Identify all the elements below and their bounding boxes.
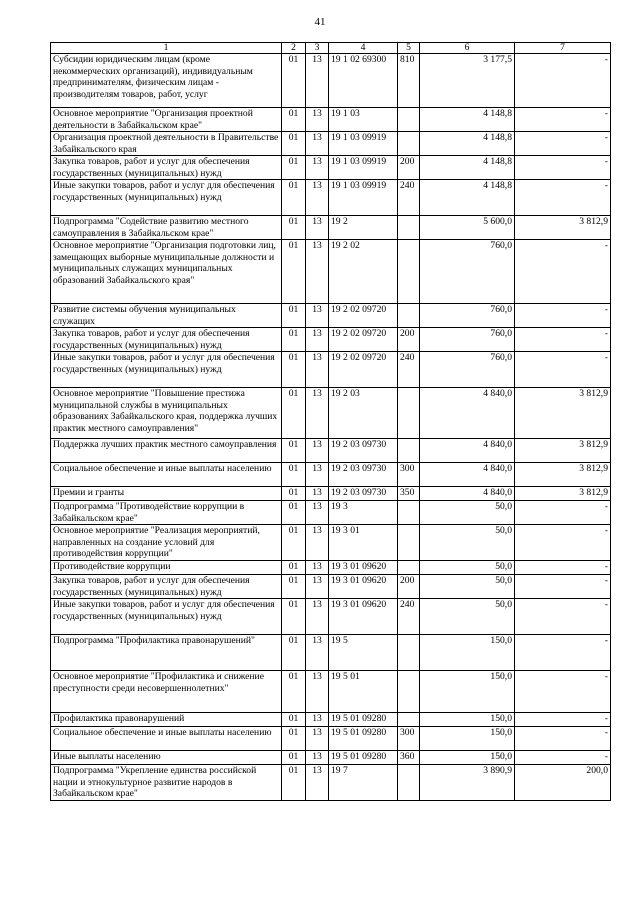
- row-subsection: 13: [306, 388, 329, 439]
- row-target-code: 19 2 03 09730: [329, 463, 398, 487]
- row-subsection: 13: [306, 751, 329, 765]
- column-header: 7: [515, 43, 611, 54]
- row-name: Противодействие коррупции: [51, 561, 282, 575]
- row-section: 01: [282, 713, 306, 727]
- row-section: 01: [282, 635, 306, 671]
- row-amount-federal: 3 812,9: [515, 388, 611, 439]
- row-section: 01: [282, 180, 306, 216]
- table-row: [51, 463, 611, 487]
- row-amount-federal: 3 812,9: [515, 216, 611, 240]
- row-expense-type: 300: [398, 463, 420, 487]
- column-header: 4: [329, 43, 398, 54]
- row-expense-type: [398, 525, 420, 561]
- row-target-code: 19 5 01: [329, 671, 398, 713]
- row-name: Развитие системы обучения муниципальных служащих: [51, 304, 282, 328]
- row-target-code: 19 2 03: [329, 388, 398, 439]
- row-target-code: 19 2: [329, 216, 398, 240]
- row-target-code: 19 1 03 09919: [329, 156, 398, 180]
- row-subsection: 13: [306, 304, 329, 328]
- table-row: [51, 54, 611, 108]
- row-amount-federal: -: [515, 108, 611, 132]
- table-row: [51, 751, 611, 765]
- row-section: 01: [282, 599, 306, 635]
- row-subsection: 13: [306, 765, 329, 801]
- row-target-code: 19 7: [329, 765, 398, 801]
- table-row: [51, 525, 611, 561]
- row-target-code: 19 2 02 09720: [329, 304, 398, 328]
- row-target-code: 19 5 01 09280: [329, 727, 398, 751]
- table-row: [51, 765, 611, 801]
- row-amount-federal: -: [515, 713, 611, 727]
- table-row: [51, 108, 611, 132]
- row-amount-2020: 760,0: [420, 304, 515, 328]
- row-subsection: 13: [306, 216, 329, 240]
- row-amount-2020: 50,0: [420, 501, 515, 525]
- row-amount-2020: 3 177,5: [420, 54, 515, 108]
- row-amount-2020: 4 840,0: [420, 439, 515, 463]
- table-row: [51, 439, 611, 463]
- row-amount-federal: -: [515, 352, 611, 388]
- table-row: [51, 132, 611, 156]
- row-target-code: 19 5 01 09280: [329, 713, 398, 727]
- row-amount-2020: 5 600,0: [420, 216, 515, 240]
- table-row: [51, 713, 611, 727]
- row-section: 01: [282, 352, 306, 388]
- row-name: Профилактика правонарушений: [51, 713, 282, 727]
- row-section: 01: [282, 156, 306, 180]
- row-section: 01: [282, 487, 306, 501]
- row-amount-2020: 760,0: [420, 352, 515, 388]
- row-subsection: 13: [306, 439, 329, 463]
- table-row: [51, 352, 611, 388]
- row-subsection: 13: [306, 463, 329, 487]
- row-amount-federal: -: [515, 54, 611, 108]
- row-name: Закупка товаров, работ и услуг для обеспечения государственных (муниципальных) нужд: [51, 328, 282, 352]
- row-expense-type: 200: [398, 575, 420, 599]
- row-amount-2020: 4 840,0: [420, 388, 515, 439]
- row-expense-type: [398, 388, 420, 439]
- table-row: [51, 501, 611, 525]
- row-name: Подпрограмма "Укрепление единства российской нации и этнокультурное развитие народов в Забайкальском крае": [51, 765, 282, 801]
- row-amount-2020: 4 840,0: [420, 463, 515, 487]
- row-amount-2020: 4 148,8: [420, 132, 515, 156]
- row-name: Подпрограмма "Содействие развитию местного самоуправления в Забайкальском крае": [51, 216, 282, 240]
- row-subsection: 13: [306, 240, 329, 304]
- row-subsection: 13: [306, 525, 329, 561]
- row-section: 01: [282, 765, 306, 801]
- row-amount-2020: 150,0: [420, 713, 515, 727]
- row-amount-federal: -: [515, 561, 611, 575]
- row-target-code: 19 2 02 09720: [329, 352, 398, 388]
- row-expense-type: 810: [398, 54, 420, 108]
- row-expense-type: [398, 240, 420, 304]
- row-amount-2020: 150,0: [420, 727, 515, 751]
- row-amount-2020: 3 890,9: [420, 765, 515, 801]
- row-subsection: 13: [306, 671, 329, 713]
- row-amount-federal: -: [515, 727, 611, 751]
- table-row: [51, 180, 611, 216]
- row-expense-type: [398, 713, 420, 727]
- row-subsection: 13: [306, 132, 329, 156]
- row-name: Организация проектной деятельности в Правительстве Забайкальского края: [51, 132, 282, 156]
- row-expense-type: [398, 635, 420, 671]
- row-amount-2020: 760,0: [420, 328, 515, 352]
- table-row: [51, 388, 611, 439]
- row-subsection: 13: [306, 108, 329, 132]
- row-amount-2020: 4 148,8: [420, 180, 515, 216]
- row-section: 01: [282, 501, 306, 525]
- table-row: [51, 304, 611, 328]
- row-subsection: 13: [306, 561, 329, 575]
- row-amount-2020: 760,0: [420, 240, 515, 304]
- row-target-code: 19 2 03 09730: [329, 439, 398, 463]
- row-expense-type: [398, 216, 420, 240]
- table-row: [51, 240, 611, 304]
- row-section: 01: [282, 439, 306, 463]
- row-amount-federal: 3 812,9: [515, 463, 611, 487]
- table-row: [51, 727, 611, 751]
- row-amount-federal: -: [515, 132, 611, 156]
- row-expense-type: 350: [398, 487, 420, 501]
- row-section: 01: [282, 304, 306, 328]
- row-expense-type: [398, 304, 420, 328]
- row-name: Подпрограмма "Профилактика правонарушений": [51, 635, 282, 671]
- row-expense-type: [398, 671, 420, 713]
- row-name: Основное мероприятие "Реализация мероприятий, направленных на создание условий для противодействия коррупции": [51, 525, 282, 561]
- row-section: 01: [282, 575, 306, 599]
- table-row: [51, 216, 611, 240]
- row-subsection: 13: [306, 727, 329, 751]
- row-name: Иные выплаты населению: [51, 751, 282, 765]
- row-name: Основное мероприятие "Организация проектной деятельности в Забайкальском крае": [51, 108, 282, 132]
- row-section: 01: [282, 671, 306, 713]
- table-row: [51, 328, 611, 352]
- row-name: Субсидии юридическим лицам (кроме некоммерческих организаций), индивидуальным предпринимателям, физическим лицам - производителям товаров, работ, услуг: [51, 54, 282, 108]
- row-name: Социальное обеспечение и иные выплаты населению: [51, 463, 282, 487]
- row-section: 01: [282, 240, 306, 304]
- row-subsection: 13: [306, 599, 329, 635]
- row-amount-federal: -: [515, 525, 611, 561]
- row-amount-2020: 4 148,8: [420, 156, 515, 180]
- row-name: Основное мероприятие "Организация подготовки лиц, замещающих выборные муниципальные должности и муниципальных служащих муниципальных образований Забайкальского края": [51, 240, 282, 304]
- row-expense-type: [398, 561, 420, 575]
- table-row: [51, 561, 611, 575]
- row-amount-federal: -: [515, 671, 611, 713]
- row-expense-type: 240: [398, 599, 420, 635]
- row-expense-type: [398, 132, 420, 156]
- row-expense-type: 360: [398, 751, 420, 765]
- row-name: Иные закупки товаров, работ и услуг для обеспечения государственных (муниципальных) нужд: [51, 180, 282, 216]
- row-amount-federal: -: [515, 156, 611, 180]
- row-section: 01: [282, 561, 306, 575]
- row-expense-type: 240: [398, 352, 420, 388]
- row-target-code: 19 3 01: [329, 525, 398, 561]
- row-amount-2020: 50,0: [420, 525, 515, 561]
- row-section: 01: [282, 463, 306, 487]
- row-target-code: 19 3 01 09620: [329, 575, 398, 599]
- row-subsection: 13: [306, 352, 329, 388]
- row-amount-federal: 3 812,9: [515, 487, 611, 501]
- row-section: 01: [282, 388, 306, 439]
- row-subsection: 13: [306, 54, 329, 108]
- row-amount-federal: -: [515, 751, 611, 765]
- row-name: Основное мероприятие "Повышение престижа муниципальной службы в муниципальных образованиях Забайкальского края, поддержка лучших практик местного самоуправления": [51, 388, 282, 439]
- row-amount-federal: -: [515, 501, 611, 525]
- column-header: 3: [306, 43, 329, 54]
- row-amount-federal: -: [515, 635, 611, 671]
- row-amount-federal: 200,0: [515, 765, 611, 801]
- budget-table: [50, 42, 611, 801]
- row-subsection: 13: [306, 156, 329, 180]
- table-row: [51, 599, 611, 635]
- table-row: [51, 156, 611, 180]
- row-subsection: 13: [306, 635, 329, 671]
- row-subsection: 13: [306, 328, 329, 352]
- row-name: Закупка товаров, работ и услуг для обеспечения государственных (муниципальных) нужд: [51, 575, 282, 599]
- row-subsection: 13: [306, 487, 329, 501]
- row-expense-type: [398, 501, 420, 525]
- row-amount-2020: 150,0: [420, 671, 515, 713]
- row-amount-2020: 150,0: [420, 751, 515, 765]
- row-target-code: 19 1 03 09919: [329, 132, 398, 156]
- row-name: Премии и гранты: [51, 487, 282, 501]
- table-row: [51, 487, 611, 501]
- row-expense-type: 300: [398, 727, 420, 751]
- row-subsection: 13: [306, 575, 329, 599]
- header-row: [51, 43, 611, 54]
- row-target-code: 19 5: [329, 635, 398, 671]
- row-amount-2020: 150,0: [420, 635, 515, 671]
- row-name: Подпрограмма "Противодействие коррупции в Забайкальском крае": [51, 501, 282, 525]
- row-section: 01: [282, 54, 306, 108]
- table-row: [51, 575, 611, 599]
- row-target-code: 19 5 01 09280: [329, 751, 398, 765]
- row-section: 01: [282, 216, 306, 240]
- row-section: 01: [282, 751, 306, 765]
- row-section: 01: [282, 525, 306, 561]
- row-section: 01: [282, 727, 306, 751]
- row-amount-2020: 50,0: [420, 599, 515, 635]
- row-amount-federal: 3 812,9: [515, 439, 611, 463]
- row-expense-type: [398, 439, 420, 463]
- row-amount-federal: -: [515, 240, 611, 304]
- page-number: 41: [314, 16, 326, 28]
- row-amount-federal: -: [515, 599, 611, 635]
- row-subsection: 13: [306, 713, 329, 727]
- row-target-code: 19 3 01 09620: [329, 599, 398, 635]
- row-expense-type: [398, 765, 420, 801]
- column-header: 1: [51, 43, 282, 54]
- row-name: Иные закупки товаров, работ и услуг для обеспечения государственных (муниципальных) нужд: [51, 352, 282, 388]
- row-expense-type: 200: [398, 328, 420, 352]
- row-target-code: 19 1 03 09919: [329, 180, 398, 216]
- row-section: 01: [282, 328, 306, 352]
- row-subsection: 13: [306, 501, 329, 525]
- row-target-code: 19 1 02 69300: [329, 54, 398, 108]
- row-amount-2020: 4 840,0: [420, 487, 515, 501]
- row-name: Иные закупки товаров, работ и услуг для обеспечения государственных (муниципальных) нужд: [51, 599, 282, 635]
- row-name: Закупка товаров, работ и услуг для обеспечения государственных (муниципальных) нужд: [51, 156, 282, 180]
- row-name: Основное мероприятие "Профилактика и снижение преступности среди несовершеннолетних": [51, 671, 282, 713]
- row-section: 01: [282, 108, 306, 132]
- row-target-code: 19 2 02 09720: [329, 328, 398, 352]
- row-name: Поддержка лучших практик местного самоуправления: [51, 439, 282, 463]
- row-expense-type: 200: [398, 156, 420, 180]
- row-amount-federal: -: [515, 328, 611, 352]
- row-target-code: 19 2 02: [329, 240, 398, 304]
- row-target-code: 19 2 03 09730: [329, 487, 398, 501]
- column-header: 5: [398, 43, 420, 54]
- row-expense-type: [398, 108, 420, 132]
- row-section: 01: [282, 132, 306, 156]
- row-target-code: 19 1 03: [329, 108, 398, 132]
- table-row: [51, 635, 611, 671]
- row-subsection: 13: [306, 180, 329, 216]
- table-row: [51, 671, 611, 713]
- row-target-code: 19 3: [329, 501, 398, 525]
- column-header: 6: [420, 43, 515, 54]
- row-amount-2020: 50,0: [420, 561, 515, 575]
- row-amount-2020: 50,0: [420, 575, 515, 599]
- row-amount-federal: -: [515, 304, 611, 328]
- column-header: 2: [282, 43, 306, 54]
- row-expense-type: 240: [398, 180, 420, 216]
- row-amount-federal: -: [515, 180, 611, 216]
- row-name: Социальное обеспечение и иные выплаты населению: [51, 727, 282, 751]
- row-amount-federal: -: [515, 575, 611, 599]
- row-target-code: 19 3 01 09620: [329, 561, 398, 575]
- row-amount-2020: 4 148,8: [420, 108, 515, 132]
